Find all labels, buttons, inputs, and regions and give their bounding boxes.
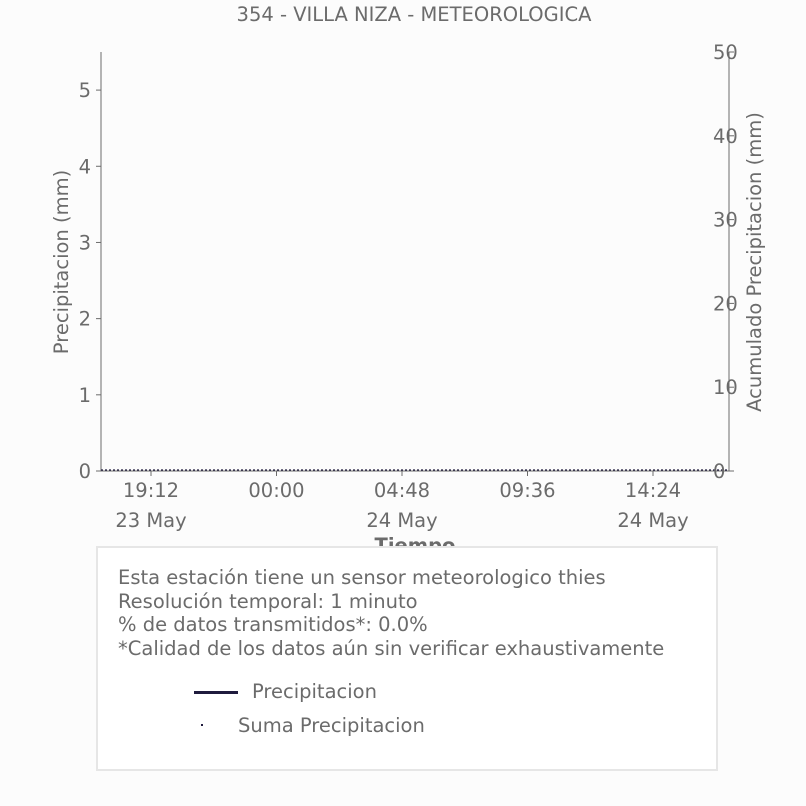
plot-area bbox=[101, 52, 729, 471]
y-axis-label: Precipitacion (mm) bbox=[50, 169, 73, 355]
info-line-quality: *Calidad de los datos aún sin verificar exhaustivamente bbox=[118, 636, 665, 660]
right-tick-label: 10 bbox=[713, 376, 738, 400]
left-tick-label: 4 bbox=[78, 155, 91, 179]
left-tick-label: 3 bbox=[78, 231, 91, 255]
x-tick-date: 23 May bbox=[115, 509, 187, 532]
right-tick-label: 20 bbox=[713, 292, 738, 316]
right-tick-label: 0 bbox=[713, 460, 726, 483]
right-tick-label: 50 bbox=[713, 41, 738, 64]
info-line-transmitted: % de datos transmitidos*: 0.0% bbox=[118, 613, 428, 636]
info-box bbox=[96, 546, 718, 771]
x-tick-date: 24 May bbox=[617, 509, 689, 532]
y2-axis-label: Acumulado Precipitacion (mm) bbox=[743, 112, 766, 412]
right-y-ticks bbox=[713, 41, 738, 483]
info-line-resolution: Resolución temporal: 1 minuto bbox=[118, 589, 418, 613]
info-line-sensor: Esta estación tiene un sensor meteorologico thies bbox=[118, 566, 606, 589]
x-tick-time: 14:24 bbox=[624, 479, 682, 502]
legend-label: Suma Precipitacion bbox=[238, 714, 425, 737]
legend-label: Precipitacion bbox=[252, 680, 377, 703]
info-text bbox=[118, 566, 664, 660]
legend-line-swatch bbox=[194, 691, 238, 694]
chart-title: 354 - VILLA NIZA - METEOROLOGICA bbox=[236, 3, 592, 26]
left-tick-label: 5 bbox=[78, 79, 91, 103]
left-y-ticks bbox=[79, 79, 101, 483]
x-tick-time: 19:12 bbox=[122, 479, 180, 502]
left-tick-label: 1 bbox=[78, 383, 91, 407]
legend-dot-swatch bbox=[201, 724, 203, 726]
x-tick-time: 00:00 bbox=[248, 479, 305, 502]
x-tick-date: 24 May bbox=[366, 509, 438, 532]
x-ticks bbox=[115, 471, 688, 532]
left-tick-label: 0 bbox=[78, 460, 91, 483]
x-tick-time: 09:36 bbox=[499, 479, 556, 502]
right-tick-label: 40 bbox=[713, 124, 738, 148]
x-tick-time: 04:48 bbox=[373, 479, 431, 502]
right-tick-label: 30 bbox=[713, 208, 738, 232]
left-tick-label: 2 bbox=[78, 307, 91, 331]
